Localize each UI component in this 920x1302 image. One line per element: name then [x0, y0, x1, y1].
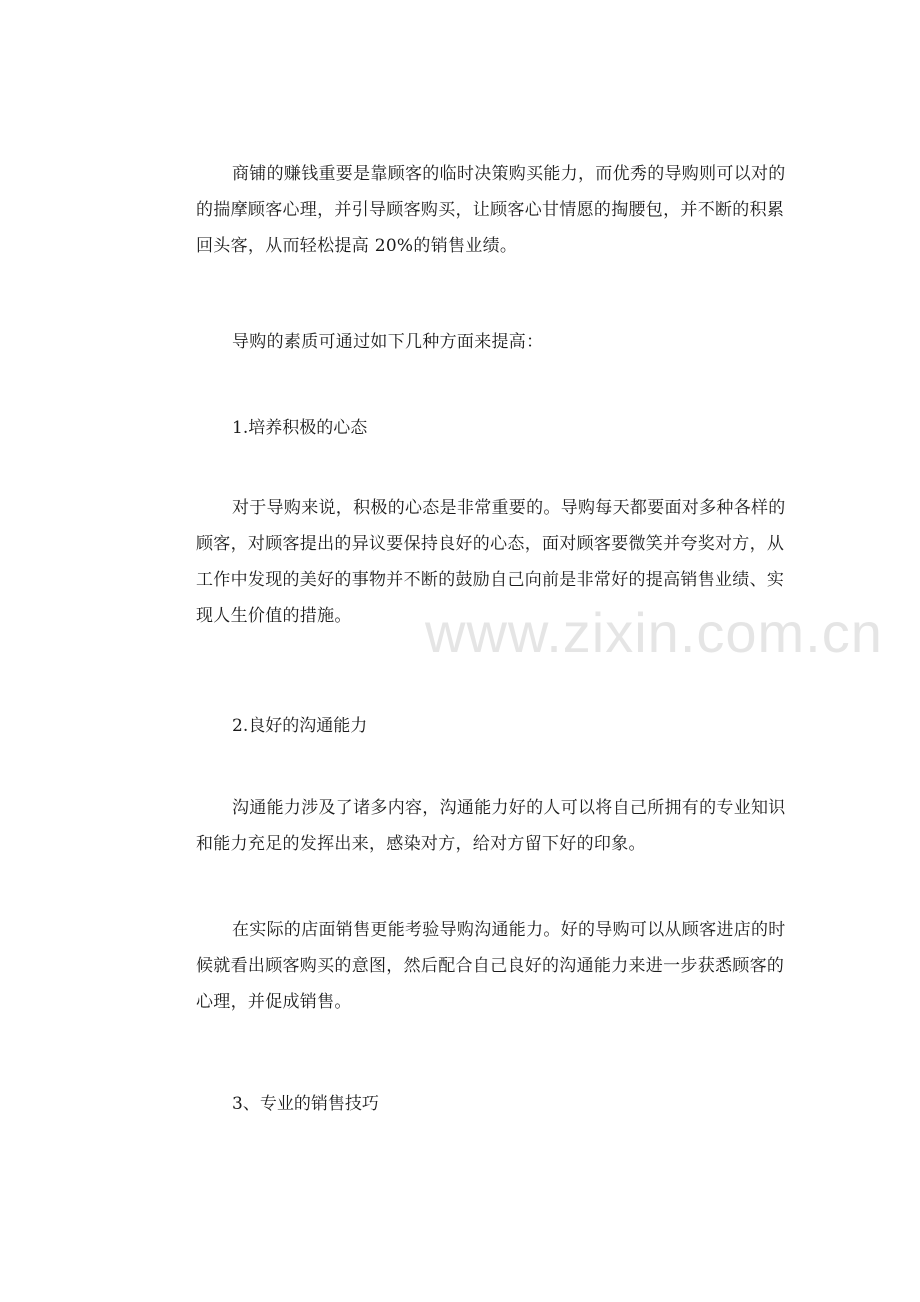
section-heading-1: 1.培养积极的心态	[232, 418, 368, 438]
paragraph-mindset: 对于导购来说，积极的心态是非常重要的。导购每天都要面对多种各样的顾客，对顾客提出的异议要保持良好的心态，面对顾客要微笑并夸奖对方，从工作中发现的美好的事物并不断的鼓励自己向前是非常好的提高销售业绩、实现人生价值的措施。	[196, 498, 786, 626]
paragraph-intro: 商铺的赚钱重要是靠顾客的临时决策购买能力，而优秀的导购则可以对的的揣摩顾客心理，并引导顾客购买，让顾客心甘情愿的掏腰包，并不断的积累回头客，从而轻松提高 20%的销售业绩。	[196, 164, 786, 256]
section-heading-2: 2.良好的沟通能力	[232, 716, 368, 736]
paragraph-store-sales: 在实际的店面销售更能考验导购沟通能力。好的导购可以从顾客进店的时候就看出顾客购买的意图，然后配合自己良好的沟通能力来进一步获悉顾客的心理，并促成销售。	[196, 920, 786, 1012]
section-heading-3: 3、专业的销售技巧	[232, 1094, 379, 1114]
site-watermark: www.zixin.com.cn	[425, 601, 883, 664]
paragraph-ways: 导购的素质可通过如下几种方面来提高：	[232, 332, 544, 352]
paragraph-communication: 沟通能力涉及了诸多内容，沟通能力好的人可以将自己所拥有的专业知识和能力充足的发挥出来，感染对方，给对方留下好的印象。	[196, 798, 786, 854]
